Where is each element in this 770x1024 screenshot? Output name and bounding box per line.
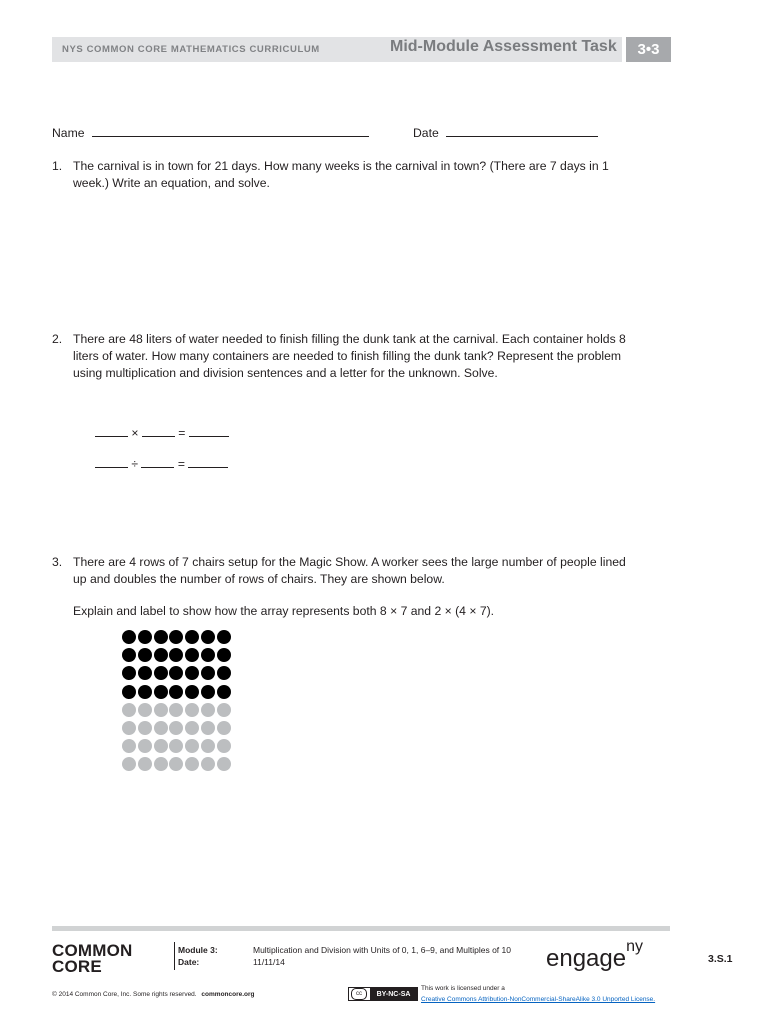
question-2-line: using multiplication and division sentences and a letter for the unknown. Solve.: [73, 366, 498, 380]
license-link[interactable]: Creative Commons Attribution-NonCommercial-ShareAlike 3.0 Unported License.: [421, 996, 656, 1003]
equals-symbol: =: [178, 426, 186, 440]
chair-dot-original: [138, 685, 152, 699]
chair-dot-original: [185, 630, 199, 644]
question-1-text: [73, 158, 673, 192]
question-1-line: week.) Write an equation, and solve.: [73, 176, 270, 190]
chair-dot-original: [138, 630, 152, 644]
chair-dot-added: [185, 721, 199, 735]
chair-dot-added: [185, 703, 199, 717]
footer-labels: Module 3: Date:: [178, 945, 218, 967]
chair-dot-added: [169, 757, 183, 771]
license-note: This work is licensed under a Creative Commons Attribution-NonCommercial-ShareAlike 3.0 Unported License.: [421, 985, 656, 1003]
answer-blank[interactable]: [95, 426, 128, 437]
division-sentence: [95, 456, 228, 473]
chair-dot-original: [122, 648, 136, 662]
chair-dot-original: [154, 666, 168, 680]
chair-dot-added: [217, 739, 231, 753]
chair-dot-original: [217, 685, 231, 699]
chair-dot-added: [154, 757, 168, 771]
chair-dot-original: [138, 666, 152, 680]
chair-dot-added: [201, 757, 215, 771]
question-2-line: liters of water. How many containers are needed to finish filling the dunk tank? Represent the problem: [73, 349, 622, 363]
chair-dot-original: [122, 666, 136, 680]
chair-dot-added: [138, 757, 152, 771]
question-2-line: There are 48 liters of water needed to finish filling the dunk tank at the carnival. Each container holds 8: [73, 332, 626, 346]
multiplication-sentence: [95, 425, 229, 442]
chair-dot-added: [138, 739, 152, 753]
date-blank[interactable]: [446, 125, 598, 137]
chair-dot-original: [154, 630, 168, 644]
question-1-number: 1.: [52, 159, 63, 173]
question-3-line: up and doubles the number of rows of chairs. They are shown below.: [73, 572, 445, 586]
answer-blank[interactable]: [189, 426, 229, 437]
chair-dot-added: [138, 703, 152, 717]
chair-dot-added: [217, 703, 231, 717]
times-symbol: ×: [131, 426, 139, 440]
page-number: 3.S.1: [708, 953, 733, 965]
engageny-logo: engage$^{ny}$: [546, 938, 643, 972]
chair-dot-original: [185, 685, 199, 699]
curriculum-label: NYS COMMON CORE MATHEMATICS CURRICULUM: [62, 44, 320, 55]
chair-dot-added: [169, 739, 183, 753]
chair-dot-original: [122, 630, 136, 644]
chair-dot-original: [201, 685, 215, 699]
chair-dot-original: [201, 630, 215, 644]
footer-rule: [52, 926, 670, 931]
chair-dot-added: [217, 721, 231, 735]
question-3-prompt: Explain and label to show how the array represents both 8 × 7 and 2 × (4 × 7).: [73, 604, 495, 618]
date-label: Date: [413, 126, 439, 140]
module-badge: 3•3: [626, 37, 671, 62]
cc-icon: cc: [351, 988, 367, 1000]
equals-symbol: =: [177, 457, 185, 471]
chair-dot-original: [185, 666, 199, 680]
question-2-number: 2.: [52, 332, 63, 346]
chair-dot-original: [138, 648, 152, 662]
chair-dot-original: [217, 648, 231, 662]
chair-dot-original: [201, 666, 215, 680]
chair-dot-added: [154, 721, 168, 735]
chair-dot-added: [122, 703, 136, 717]
date-field: [413, 125, 598, 142]
chair-dot-added: [169, 703, 183, 717]
chair-dot-added: [185, 757, 199, 771]
chair-dot-original: [169, 685, 183, 699]
chair-dot-original: [154, 685, 168, 699]
chair-dot-original: [217, 666, 231, 680]
chair-dot-added: [154, 739, 168, 753]
divide-symbol: ÷: [131, 457, 139, 471]
footer-divider: [174, 942, 175, 970]
chair-dot-original: [185, 648, 199, 662]
answer-blank[interactable]: [95, 457, 128, 468]
chair-dot-added: [122, 739, 136, 753]
question-3-number: 3.: [52, 555, 63, 569]
chair-dot-original: [154, 648, 168, 662]
chair-dot-original: [201, 648, 215, 662]
chair-dot-added: [201, 703, 215, 717]
chair-dot-original: [169, 648, 183, 662]
question-1-line: The carnival is in town for 21 days. How many weeks is the carnival in town? (There are 7 days in 1: [73, 159, 609, 173]
common-core-logo: COMMON CORE: [52, 941, 133, 976]
chair-dot-added: [122, 721, 136, 735]
chair-dot-added: [185, 739, 199, 753]
chair-dot-original: [122, 685, 136, 699]
chair-dot-added: [154, 703, 168, 717]
copyright: © 2014 Common Core, Inc. Some rights reserved. commoncore.org: [52, 991, 255, 998]
chair-dot-added: [217, 757, 231, 771]
answer-blank[interactable]: [142, 426, 175, 437]
chair-dot-original: [169, 630, 183, 644]
name-label: Name: [52, 126, 85, 140]
chair-dot-original: [217, 630, 231, 644]
question-3-line: There are 4 rows of 7 chairs setup for the Magic Show. A worker sees the large number of people lined: [73, 555, 626, 569]
chair-dot-added: [201, 721, 215, 735]
site-link[interactable]: commoncore.org: [201, 991, 255, 998]
name-blank[interactable]: [92, 125, 369, 137]
chair-dot-added: [122, 757, 136, 771]
question-3-text: [73, 554, 673, 620]
answer-blank[interactable]: [141, 457, 174, 468]
chair-dot-added: [169, 721, 183, 735]
chair-dot-added: [201, 739, 215, 753]
question-2-text: [73, 331, 673, 382]
name-field: [52, 125, 369, 142]
chair-dot-added: [138, 721, 152, 735]
footer-values: Multiplication and Division with Units of 0, 1, 6–9, and Multiples of 10 11/11/14: [253, 945, 511, 967]
chair-dot-original: [169, 666, 183, 680]
page-title: Mid-Module Assessment Task: [390, 38, 617, 55]
cc-license-badge: cc BY-NC-SA: [348, 987, 418, 1001]
answer-blank[interactable]: [188, 457, 228, 468]
